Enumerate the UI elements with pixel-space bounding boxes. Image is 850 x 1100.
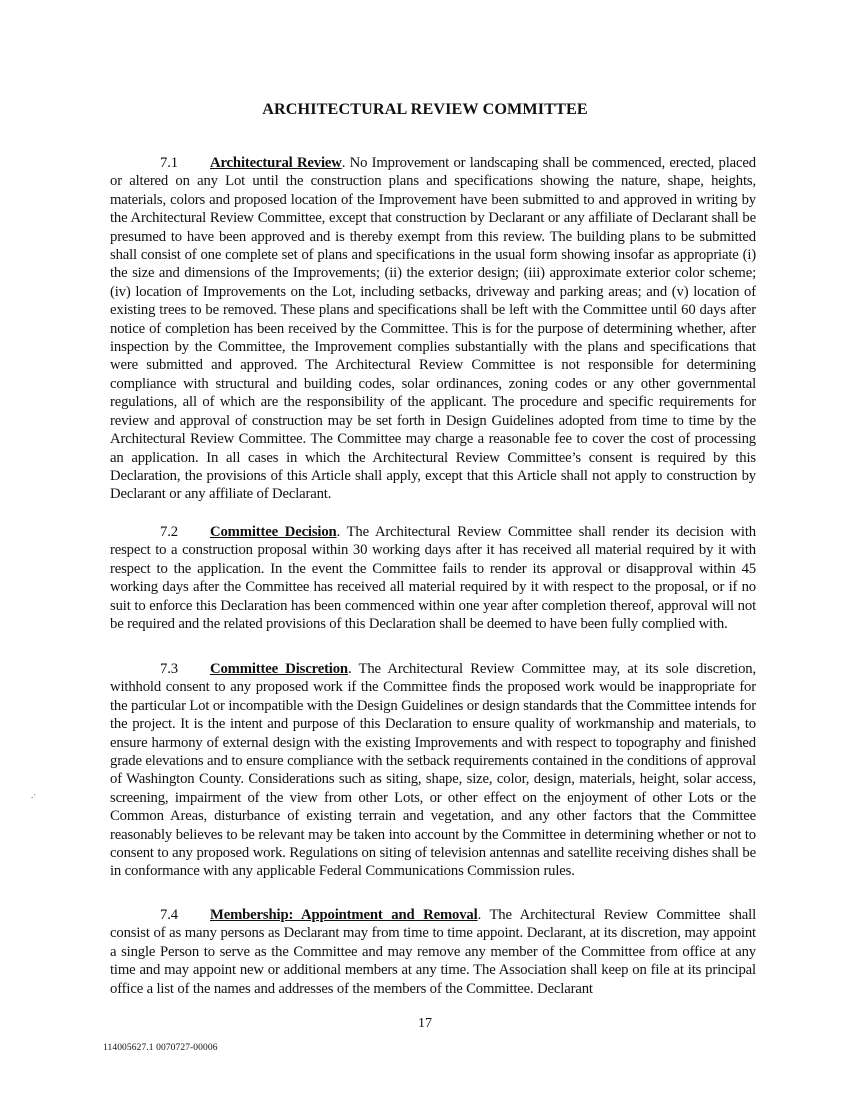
page-number: 17 (418, 1016, 432, 1031)
page-title: ARCHITECTURAL REVIEW COMMITTEE (262, 100, 588, 118)
section-heading: Architectural Review (210, 155, 342, 171)
section-text: . No Improvement or landscaping shall be commenced, erected, placed or altered on any Lot until the construction plans and specifications showing the nature, shape, heights, materials, colors and proposed location of the Improvement have been submitted to and approved in writing by the Architectural Review Committee, except that construction by Declarant or any affiliate of Declarant shall be presumed to have been approved and is thereby exempt from this review. The building plans to be submitted shall consist of one complete set of plans and specifications in the usual form showing insofar as appropriate (i) the size and dimensions of the Improvements; (ii) the exterior design; (iii) approximate exterior color scheme; (iv) location of Improvements on the Lot, including setbacks, driveway and parking areas; and (v) location of existing trees to be removed. These plans and specifications shall be left with the Committee until 60 days after notice of completion has been received by the Committee. This is for the purpose of determining whether, after inspection by the Committee, the Improvement complies substantially with the plans and specifications that were submitted and approved. The Architectural Review Committee is not responsible for determining compliance with structural and building codes, solar ordinances, zoning codes or any other governmental regulations, all of which are the responsibility of the applicant. The procedure and specific requirements for review and approval of construction may be set forth in Design Guidelines adopted from time to time by the Architectural Review Committee. The Committee may charge a reasonable fee to cover the cost of processing an application. In all cases in which the Architectural Review Committee’s consent is required by this Declaration, the provisions of this Article shall apply, except that this Article shall not apply to construction by Declarant or any affiliate of Declarant. (110, 155, 756, 503)
section-7-3 (110, 660, 756, 881)
section-text: . The Architectural Review Committee shall render its decision with respect to a construction proposal within 30 working days after it has received all material required by it with respect to the application. In the event the Committee fails to render its approval or disapproval within 45 working days after the Committee has received all material required by it with respect to the proposal, or if no suit to enforce this Declaration has been commenced within one year after completion thereof, approval will not be required and the related provisions of this Declaration shall be deemed to have been fully complied with. (110, 524, 756, 633)
section-paragraph (110, 660, 756, 881)
section-number: 7.3 (160, 661, 178, 677)
section-text: . The Architectural Review Committee may, at its sole discretion, withhold consent to any proposed work if the Committee finds the proposed work would be inappropriate for the particular Lot or incompatible with the Design Guidelines or design standards that the Committee intends for the project. It is the intent and purpose of this Declaration to ensure quality of workmanship and materials, to ensure harmony of external design with the existing Improvements and with respect to topography and finished grade elevations and to ensure compliance with the setback requirements contained in the conditions of approval of Washington County. Considerations such as siting, shape, size, color, design, materials, height, solar access, screening, impairment of the view from other Lots, or other effect on the enjoyment of other Lots or the Common Areas, disturbance of existing terrain and vegetation, and any other factors that the Committee reasonably believes to be relevant may be taken into account by the Committee in determining whether or not to consent to any proposed work. Regulations on siting of television antennas and satellite receiving dishes shall be in conformance with any applicable Federal Communications Commission rules. (110, 661, 756, 880)
section-number: 7.1 (160, 155, 178, 171)
section-7-1 (110, 154, 756, 504)
document-id: 114005627.1 0070727-00006 (103, 1043, 218, 1053)
section-text: . The Architectural Review Committee shall consist of as many persons as Declarant may from time to time appoint. Declarant, at its discretion, may appoint a single Person to serve as the Committee and may remove any member of the Committee from office at any time and may appoint new or additional members at any time. The Association shall keep on file at its principal office a list of the names and addresses of the members of the Committee. Declarant (110, 907, 756, 997)
section-heading: Committee Decision (210, 524, 337, 540)
section-paragraph (110, 906, 756, 998)
section-paragraph (110, 154, 756, 504)
section-number: 7.4 (160, 907, 178, 923)
section-number: 7.2 (160, 524, 178, 540)
margin-mark: .· (31, 790, 37, 800)
section-7-4 (110, 906, 756, 998)
section-heading: Membership: Appointment and Removal (210, 907, 478, 923)
section-heading: Committee Discretion (210, 661, 348, 677)
section-paragraph (110, 523, 756, 633)
section-7-2 (110, 523, 756, 633)
